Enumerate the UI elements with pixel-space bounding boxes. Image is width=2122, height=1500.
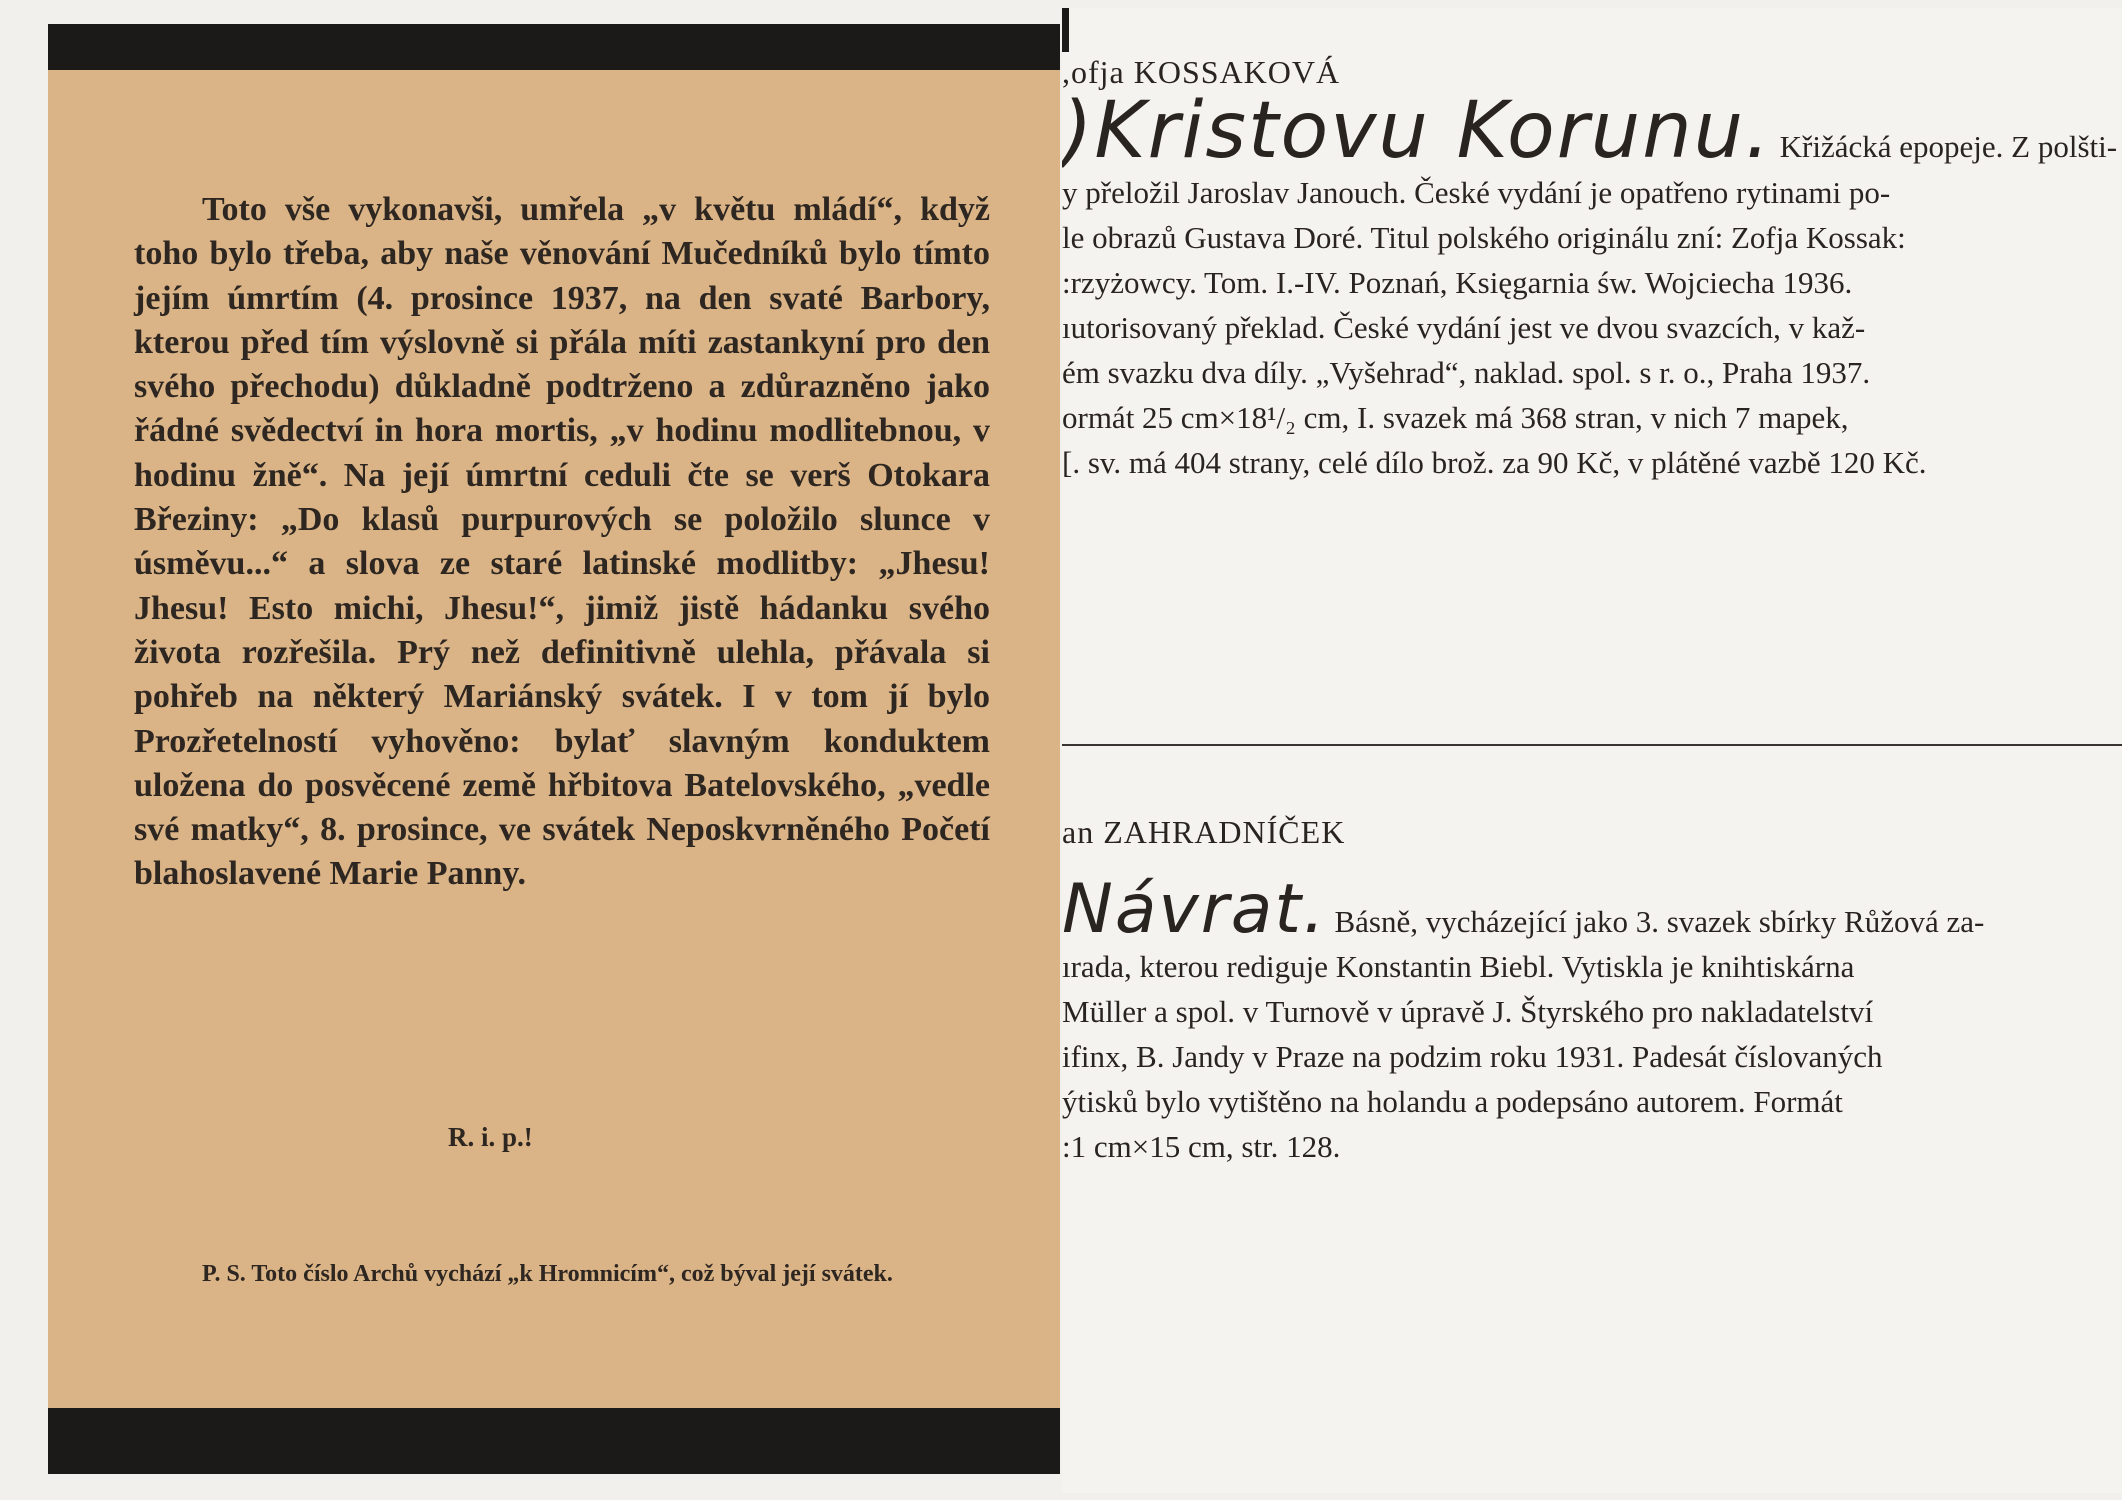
obituary-text: Toto vše vykonavši, umřela „v květu mládí“, když toho bylo třeba, aby naše věnování Mučedníků bylo tímto jejím úmrtím (4. prosince 1937, na den svaté Barbory, kterou před tím výslovně si přála míti zastankyní pro den svého přechodu) důkladně podtrženo a zdůrazněno jako řádné svědectví in hora mortis, „v hodinu modlitebnou, v hodinu žně“. Na její úmrtní ceduli čte se verš Otokara Březiny: „Do klasů purpurových se položilo slunce v úsměvu...“ a slova ze staré latinské modlitby: „Jhesu! Jhesu! Esto michi, Jhesu!“, jimiž jistě hádanku svého života rozřešila. Prý než definitivně ulehla, přávala si pohřeb na některý Mariánský svátek. I v tom jí bylo Prozřetelností vyhověno: bylať slavným konduktem uložena do posvěcené země hřbitova Batelovského, „vedle své matky“, 8. prosince, ve svátek Neposkvrněného Početí blahoslavené Marie Panny. xyxy=(134,191,990,893)
page-edge-mark xyxy=(1062,8,1069,52)
entry-text-line: ırada, kterou rediguje Konstantin Biebl. Vytiskla je knihtiskárna xyxy=(1062,949,1855,984)
bottom-dark-band xyxy=(48,1408,1060,1474)
entry-text-line: [. sv. má 404 strany, celé dílo brož. za 90 Kč, v plátěné vazbě 120 Kč. xyxy=(1062,445,1927,480)
book-title: )Kristovu Korunu. xyxy=(1062,86,1772,176)
book-entry xyxy=(1062,870,2114,1169)
entry-text-line: le obrazů Gustava Doré. Titul polského originálu zní: Zofja Kossak: xyxy=(1062,220,1906,255)
entry-text-line: y přeložil Jaroslav Janouch. České vydání je opatřeno rytinami po- xyxy=(1062,175,1891,210)
entry-first-line xyxy=(1062,870,2114,949)
entry-text-line: Básně, vycházející jako 3. svazek sbírky Růžová za- xyxy=(1326,904,1985,939)
entry-text-line: Müller a spol. v Turnově v úpravě J. Štyrského pro nakladatelství xyxy=(1062,994,1874,1029)
entry-author: ,ofja KOSSAKOVÁ xyxy=(1062,54,1341,90)
section-divider xyxy=(1062,744,2122,746)
postscript-note: P. S. Toto číslo Archů vychází „k Hromnicím“, což býval její svátek. xyxy=(202,1261,893,1287)
entry-text-line: ıutorisovaný překlad. České vydání jest ve dvou svazcích, v kaž- xyxy=(1062,310,1866,345)
entry-text-line: :1 cm×15 cm, str. 128. xyxy=(1062,1129,1341,1164)
book-entry xyxy=(1062,86,2118,485)
entry-first-line xyxy=(1062,86,2118,176)
left-page xyxy=(48,24,1060,1474)
book-title: Návrat. xyxy=(1062,870,1327,949)
entry-text-line: ém svazku dva díly. „Vyšehrad“, naklad. spol. s r. o., Praha 1937. xyxy=(1062,355,1871,390)
entry-text-line: ifinx, B. Jandy v Praze na podzim roku 1931. Padesát číslovaných xyxy=(1062,1039,1883,1074)
entry-text-line: ýtisků bylo vytištěno na holandu a podepsáno autorem. Formát xyxy=(1062,1084,1843,1119)
closing-line: R. i. p.! xyxy=(448,1122,533,1152)
right-page xyxy=(1062,8,2122,1493)
entry-text-line: Křižácká epopeje. Z polšti- xyxy=(1771,129,2118,164)
top-dark-band xyxy=(48,24,1060,70)
entry-text-line: :rzyżowcy. Tom. I.-IV. Poznań, Księgarnia św. Wojciecha 1936. xyxy=(1062,265,1853,300)
entry-author: an ZAHRADNÍČEK xyxy=(1062,814,1346,850)
entry-text-line: ormát 25 cm×18¹/₂ cm, I. svazek má 368 stran, v nich 7 mapek, xyxy=(1062,400,1849,435)
